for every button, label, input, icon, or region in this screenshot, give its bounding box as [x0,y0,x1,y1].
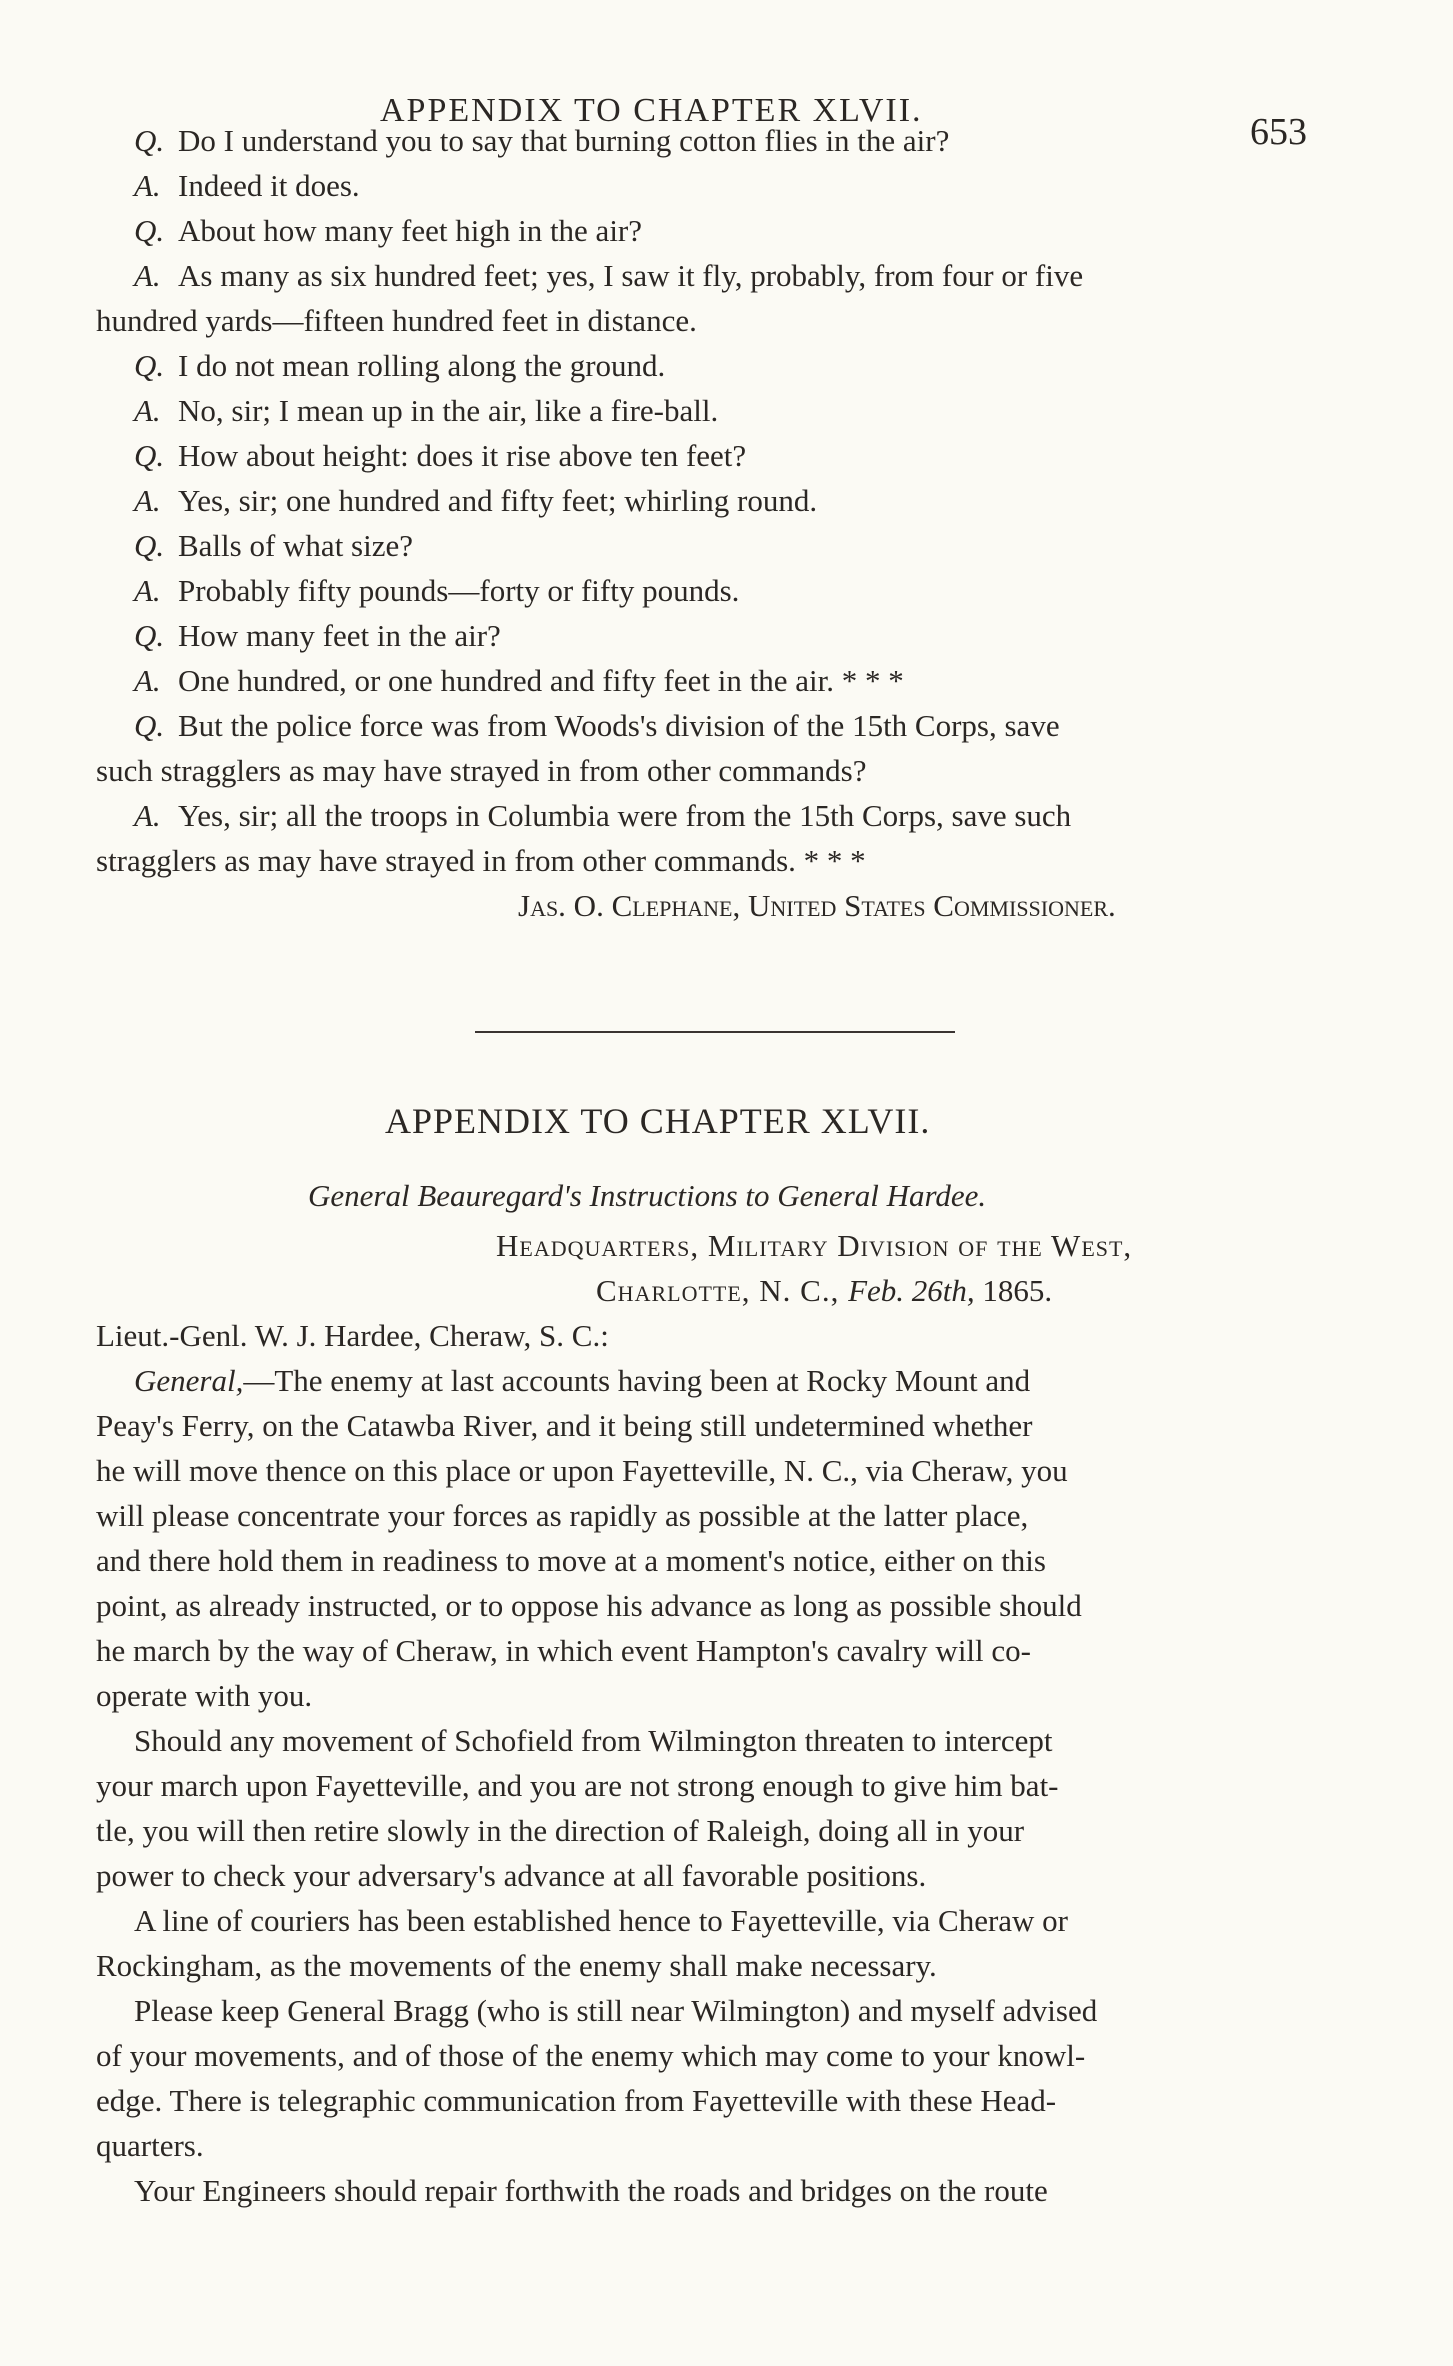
testimony-line [96,523,1326,568]
testimony-text: Probably fifty pounds—forty or fifty pounds. [178,573,740,608]
testimony-text: But the police force was from Woods's division of the 15th Corps, save [178,708,1060,743]
testimony-text: hundred yards—fifteen hundred feet in distance. [96,303,697,338]
letter-line [96,1358,1326,1403]
appendix-title: APPENDIX TO CHAPTER XLVII. [385,1101,931,1141]
testimony-text: Indeed it does. [178,168,360,203]
qa-label: Q. [134,348,165,383]
testimony-text: stragglers as may have strayed in from other commands. * * * [96,843,866,878]
testimony-line [96,388,1326,433]
testimony-text: As many as six hundred feet; yes, I saw it fly, probably, from four or five [178,258,1084,293]
testimony-line [96,568,1326,613]
qa-label: Q. [134,123,165,158]
commissioner-signature: Jas. O. Clephane, United States Commissioner. [518,888,1116,923]
letter-line: Peay's Ferry, on the Catawba River, and it being still undetermined whether [96,1408,1033,1443]
qa-label: Q. [134,213,165,248]
qa-label: Q. [134,438,165,473]
letter-line: quarters. [96,2128,204,2163]
qa-label: A. [134,798,161,833]
salutation: General, [134,1363,244,1398]
letter-line: A line of couriers has been established hence to Fayetteville, via Cheraw or [134,1903,1068,1938]
qa-label: Q. [134,708,165,743]
testimony-text: such stragglers as may have strayed in from other commands? [96,753,867,788]
running-header: APPENDIX TO CHAPTER XLVII. [380,92,923,129]
letter-line: Please keep General Bragg (who is still near Wilmington) and myself advised [134,1993,1098,2028]
testimony-line [96,838,1326,883]
testimony-line [96,163,1326,208]
testimony-text: I do not mean rolling along the ground. [178,348,666,383]
letter-line: tle, you will then retire slowly in the direction of Raleigh, doing all in your [96,1813,1025,1848]
qa-label: A. [134,393,161,428]
letter-line: he will move thence on this place or upon Fayetteville, N. C., via Cheraw, you [96,1453,1068,1488]
testimony-text: No, sir; I mean up in the air, like a fire-ball. [178,393,719,428]
qa-label: A. [134,168,161,203]
testimony-line [96,118,1326,163]
testimony-text: Yes, sir; one hundred and fifty feet; whirling round. [178,483,818,518]
letter-block [96,1223,1326,2213]
testimony-text: Balls of what size? [178,528,414,563]
testimony-text: Yes, sir; all the troops in Columbia were from the 15th Corps, save such [178,798,1072,833]
section-divider [475,1031,955,1033]
letter-line: power to check your adversary's advance at all favorable positions. [96,1858,927,1893]
testimony-line [96,433,1326,478]
dateline [96,1268,1326,1313]
testimony-line [96,748,1326,793]
letter-line: and there hold them in readiness to move at a moment's notice, either on this [96,1543,1046,1578]
qa-label: Q. [134,618,165,653]
qa-label: A. [134,258,161,293]
letter-text: —The enemy at last accounts having been at Rocky Mount and [243,1363,1031,1398]
testimony-line [96,613,1326,658]
letter-line: of your movements, and of those of the enemy which may come to your knowl- [96,2038,1086,2073]
letter-line: point, as already instructed, or to oppose his advance as long as possible should [96,1588,1082,1623]
letter-line: Your Engineers should repair forthwith the roads and bridges on the route [134,2173,1048,2208]
testimony-text: About how many feet high in the air? [178,213,643,248]
testimony-line [96,208,1326,253]
dateline-place: Charlotte, N. C., [596,1273,849,1308]
letter-line: he march by the way of Cheraw, in which event Hampton's cavalry will co- [96,1633,1031,1668]
dateline-year: 1865. [974,1273,1053,1308]
qa-label: A. [134,573,161,608]
page-number: 653 [1250,111,1307,153]
qa-label: Q. [134,528,165,563]
testimony-text: How about height: does it rise above ten feet? [178,438,747,473]
testimony-text: How many feet in the air? [178,618,501,653]
testimony-line [96,253,1326,298]
qa-label: A. [134,483,161,518]
letter-line: your march upon Fayetteville, and you are not strong enough to give him bat- [96,1768,1059,1803]
testimony-line [96,298,1326,343]
headquarters-line: Headquarters, Military Division of the West, [496,1228,1133,1263]
testimony-line [96,793,1326,838]
document-subtitle: General Beauregard's Instructions to General Hardee. [308,1178,987,1213]
testimony-line [96,658,1326,703]
letter-line: Should any movement of Schofield from Wilmington threaten to intercept [134,1723,1053,1758]
testimony-line [96,703,1326,748]
letter-line: will please concentrate your forces as rapidly as possible at the latter place, [96,1498,1029,1533]
letter-line: operate with you. [96,1678,313,1713]
letter-line: Rockingham, as the movements of the enemy shall make necessary. [96,1948,937,1983]
testimony-line [96,478,1326,523]
testimony-text: Do I understand you to say that burning cotton flies in the air? [178,123,950,158]
testimony-block [96,118,1326,928]
letter-line: edge. There is telegraphic communication from Fayetteville with these Head- [96,2083,1057,2118]
testimony-text: One hundred, or one hundred and fifty feet in the air. * * * [178,663,904,698]
testimony-line [96,343,1326,388]
addressee-line: Lieut.-Genl. W. J. Hardee, Cheraw, S. C.: [96,1318,609,1353]
dateline-date: Feb. 26th, [848,1273,975,1308]
qa-label: A. [134,663,161,698]
